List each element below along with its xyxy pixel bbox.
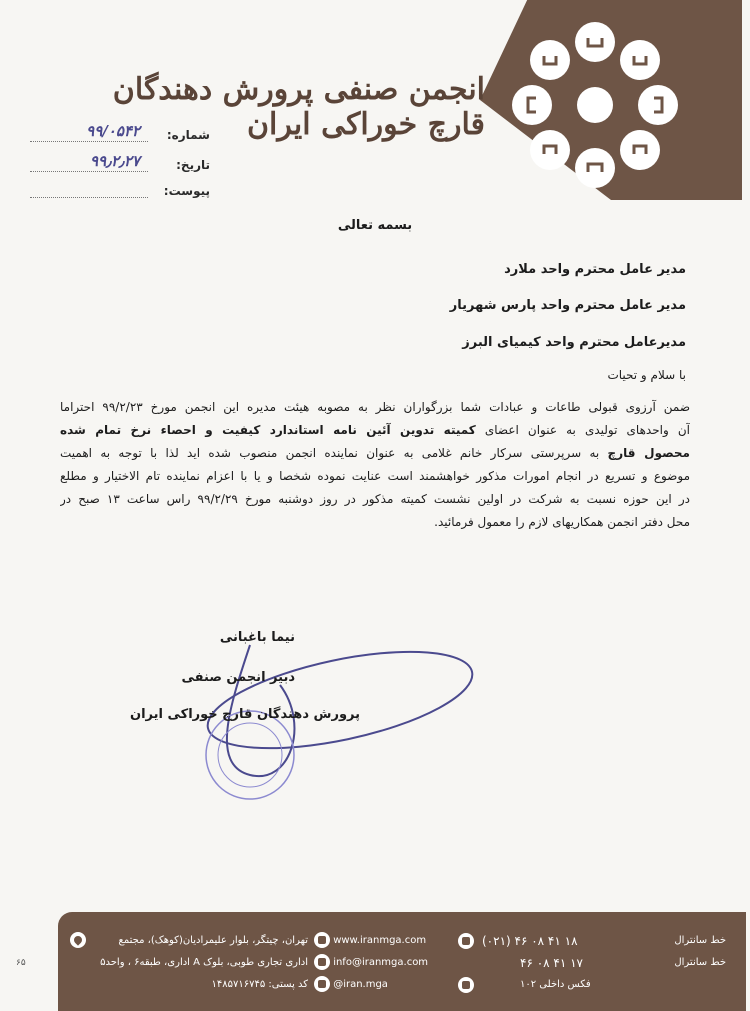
attachment-row [30,184,210,202]
website-link[interactable]: www.iranmga.com [333,935,427,946]
footer-phones [458,930,736,996]
date-label: تاریخ: [176,158,210,172]
page-number: ۶۵ [16,958,26,968]
body-text: آن واحدهای تولیدی به عنوان اعضای [484,423,690,437]
letter-date-row [30,152,210,176]
number-label: شماره: [166,128,210,142]
date-value: ۹۹٫۲٫۲۷ [89,152,140,170]
instagram-link[interactable]: @iran.mga [333,979,388,990]
phone-1: (۰۲۱) ۴۶ ۰۸ ۴۱ ۱۸ [482,934,578,948]
body-line [60,442,690,465]
letter-number-row [30,122,210,146]
number-value: ۹۹/۰۵۴۲ [86,122,140,140]
postal-code: کد پستی: ۱۴۸۵۷۱۶۷۴۵ [211,979,308,990]
attachment-label: پیوست: [163,184,210,198]
letter-body [60,396,690,534]
phone-2-label: خط سانترال [674,957,726,968]
recipient-1: مدیر عامل محترم واحد ملارد [504,262,686,277]
signer-title: دبیر انجمن صنفی [181,670,295,685]
phone-1-label: خط سانترال [674,935,726,946]
address-line: تهران، چیتگر، بلوار علیمرادیان(کوهک)، مجتمع [118,935,308,946]
signer-name: نیما باغبانی [219,630,295,645]
body-line: موضوع و تسریع در انجام امورات مذکور خواهشمند است عنایت نموده شخصا و یا با اعزام نماینده تام الاختیار و مطلع [60,469,690,483]
footer [58,912,746,1011]
recipient-3: مدیرعامل محترم واحد کیمیای البرز [462,335,686,350]
association-emblem-icon [510,20,680,190]
body-line [60,419,690,442]
committee-name: کمیته تدوین آئین نامه استاندارد کیفیت و احصاء نرخ تمام شده [60,423,476,437]
phone-icon [458,933,474,949]
globe-icon [314,932,330,948]
bismillah: بسمه تعالی [337,218,413,233]
instagram-icon [314,976,330,992]
location-icon [70,932,86,948]
attachment-line [30,197,148,198]
date-line [30,171,148,172]
fax-icon [458,977,474,993]
body-line: ضمن آرزوی قبولی طاعات و عبادات شما بزرگواران نظر به مصوبه هیئت مدیره این انجمن مورخ ۹۹/۲/۲۳ احتراما [60,400,690,414]
association-name: انجمن صنفی پرورش دهندگان قارچ خوراکی ایران [112,72,485,142]
greeting: با سلام و تحیات [607,368,686,382]
signer-organization: پرورش دهندگان قارچ خوراکی ایران [129,707,360,722]
email-icon [314,954,330,970]
product-name: محصول قارچ [607,446,690,460]
address-line: اداری تجاری طوبی، بلوک A اداری، طبقه۶ ، واحد۵ [100,957,308,968]
footer-address [98,930,308,996]
phone-2: ۴۶ ۰۸ ۴۱ ۱۷ [520,956,584,970]
fax-number: فکس داخلی ۱۰۲ [520,979,591,990]
body-line: محل دفتر انجمن همکاریهای لازم را معمول فرمائید. [434,515,690,529]
body-line: در این حوزه نسبت به شرکت در اولین نشست کمیته مذکور در روز دوشنبه مورخ ۹۹/۲/۲۹ راس ساعت ۱۳ صبح در [60,492,690,506]
body-text: به سرپرستی سرکار خانم غلامی به عنوان نماینده انجمن منصوب شده اید لذا با توجه به اهمیت [60,446,600,460]
email-link[interactable]: info@iranmga.com [333,957,429,968]
footer-contacts [314,930,474,996]
number-line [30,141,148,142]
recipient-2: مدیر عامل محترم واحد پارس شهریار [449,298,686,313]
